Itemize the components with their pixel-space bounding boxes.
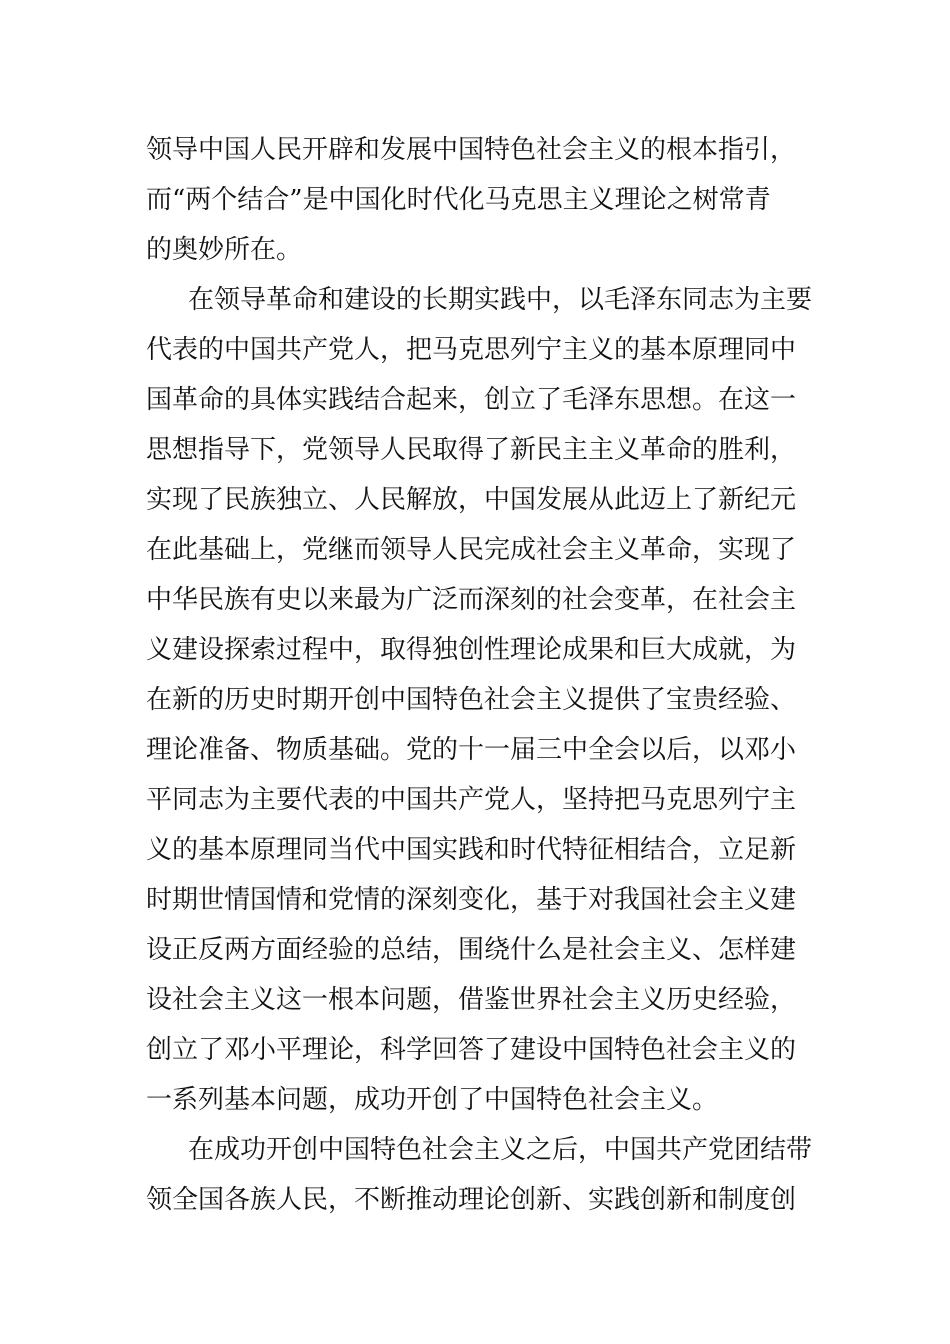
text-line: 思想指导下，党领导人民取得了新民主主义革命的胜利，: [146, 435, 797, 465]
text-line: 在此基础上，党继而领导人民完成社会主义革命，实现了: [146, 535, 797, 565]
text-line: 平同志为主要代表的中国共产党人，坚持把马克思列宁主: [146, 785, 797, 815]
text-line: 时期世情国情和党情的深刻变化，基于对我国社会主义建: [146, 885, 797, 915]
text-line: 领导中国人民开辟和发展中国特色社会主义的根本指引，: [146, 135, 797, 165]
text-line: 一系列基本问题，成功开创了中国特色社会主义。: [146, 1085, 719, 1115]
paragraph-3: [146, 1125, 813, 1225]
text-line: 国革命的具体实践结合起来，创立了毛泽东思想。在这一: [146, 385, 797, 415]
paragraph-1: [146, 125, 806, 275]
text-line: 义的基本原理同当代中国实践和时代特征相结合，立足新: [146, 835, 797, 865]
text-line: 领全国各族人民，不断推动理论创新、实践创新和制度创: [146, 1185, 797, 1215]
body-text: [146, 125, 813, 1225]
text-line: 的奥妙所在。: [146, 235, 303, 265]
text-line: 设正反两方面经验的总结，围绕什么是社会主义、怎样建: [146, 935, 797, 965]
text-line: 理论准备、物质基础。党的十一届三中全会以后，以邓小: [146, 735, 797, 765]
text-line: 在新的历史时期开创中国特色社会主义提供了宝贵经验、: [146, 685, 797, 715]
text-line: 义建设探索过程中，取得独创性理论成果和巨大成就，为: [146, 635, 797, 665]
text-line: 在领导革命和建设的长期实践中，以毛泽东同志为主要: [188, 285, 813, 315]
text-line: 设社会主义这一根本问题，借鉴世界社会主义历史经验，: [146, 985, 797, 1015]
paragraph-2: [146, 275, 813, 1125]
text-line: 实现了民族独立、人民解放，中国发展从此迈上了新纪元: [146, 485, 797, 515]
text-line: 中华民族有史以来最为广泛而深刻的社会变革，在社会主: [146, 585, 797, 615]
text-line: 代表的中国共产党人，把马克思列宁主义的基本原理同中: [146, 335, 797, 365]
text-line: 在成功开创中国特色社会主义之后，中国共产党团结带: [188, 1135, 813, 1165]
text-line: 而“两个结合”是中国化时代化马克思主义理论之树常青: [146, 185, 771, 215]
text-line: 创立了邓小平理论，科学回答了建设中国特色社会主义的: [146, 1035, 797, 1065]
